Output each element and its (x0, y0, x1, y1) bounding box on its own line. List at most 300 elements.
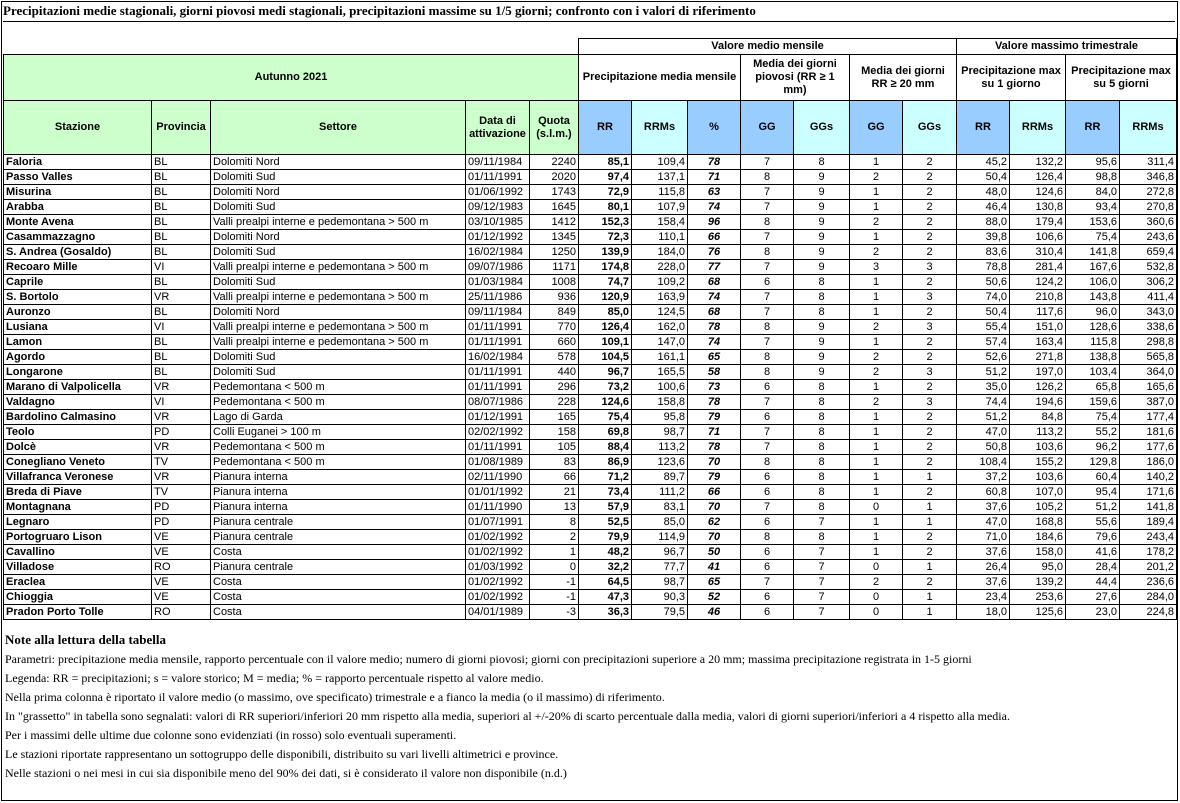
cell-settore: Valli prealpi interne e pedemontana > 500 m (211, 260, 466, 275)
cell-gg: 8 (741, 530, 794, 545)
cell-max1-rr: 35,0 (957, 380, 1010, 395)
cell-max1-rr: 50,4 (957, 305, 1010, 320)
cell-settore: Dolomiti Sud (211, 350, 466, 365)
cell-data: 01/02/1992 (466, 530, 530, 545)
cell-quota: 1645 (530, 200, 579, 215)
cell-gg: 7 (741, 335, 794, 350)
cell-max5-rr: 153,6 (1066, 215, 1120, 230)
cell-gg: 7 (741, 305, 794, 320)
cell-max5-rr: 159,6 (1066, 395, 1120, 410)
cell-gg20: 1 (850, 185, 903, 200)
cell-max1-rr: 78,8 (957, 260, 1010, 275)
cell-stazione: Teolo (4, 425, 152, 440)
cell-provincia: BL (152, 230, 211, 245)
cell-pct: 78 (688, 155, 741, 170)
cell-ggs20: 2 (903, 440, 957, 455)
cell-ggs: 9 (794, 185, 850, 200)
cell-provincia: VI (152, 395, 211, 410)
cell-settore: Pianura centrale (211, 515, 466, 530)
cell-max5-rrms: 171,6 (1120, 485, 1177, 500)
cell-max1-rrms: 163,4 (1010, 335, 1066, 350)
cell-stazione: Villafranca Veronese (4, 470, 152, 485)
cell-max1-rrms: 210,8 (1010, 290, 1066, 305)
table-row (4, 545, 1177, 560)
cell-ggs: 9 (794, 215, 850, 230)
cell-max5-rr: 55,2 (1066, 425, 1120, 440)
cell-settore: Valli prealpi interne e pedemontana > 500 m (211, 335, 466, 350)
cell-ggs: 8 (794, 440, 850, 455)
cell-max1-rrms: 117,6 (1010, 305, 1066, 320)
cell-gg: 8 (741, 320, 794, 335)
cell-stazione: Portogruaro Lison (4, 530, 152, 545)
cell-pct: 76 (688, 245, 741, 260)
cell-pct: 68 (688, 305, 741, 320)
cell-ggs20: 2 (903, 530, 957, 545)
cell-quota: 165 (530, 410, 579, 425)
cell-ggs: 7 (794, 575, 850, 590)
cell-gg20: 0 (850, 500, 903, 515)
table-row (4, 155, 1177, 170)
cell-gg: 6 (741, 470, 794, 485)
cell-gg: 6 (741, 545, 794, 560)
cell-max5-rrms: 236,6 (1120, 575, 1177, 590)
cell-max5-rr: 106,0 (1066, 275, 1120, 290)
notes-line: Nella prima colonna è riportato il valore medio (o massimo, ove specificato) trimestrale e a fianco la media (o il massimo) di riferimento. (5, 690, 665, 704)
page-title: Precipitazioni medie stagionali, giorni piovosi medi stagionali, precipitazioni massime su 1/5 giorni; confronto con i valori di riferimento (3, 1, 1175, 22)
cell-provincia: VR (152, 380, 211, 395)
cell-gg: 6 (741, 275, 794, 290)
cell-provincia: BL (152, 155, 211, 170)
cell-rrms: 158,4 (632, 215, 688, 230)
cell-rrms: 85,0 (632, 515, 688, 530)
cell-rrms: 184,0 (632, 245, 688, 260)
cell-max1-rr: 45,2 (957, 155, 1010, 170)
cell-gg: 7 (741, 185, 794, 200)
cell-max1-rr: 37,2 (957, 470, 1010, 485)
notes-line: Parametri: precipitazione media mensile, rapporto percentuale con il valore medio; numero di giorni piovosi; giorni con precipitazioni superiore a 20 mm; massima precipitazione registrata in 1-5 giorni (5, 652, 972, 666)
cell-gg20: 1 (850, 410, 903, 425)
col-pct: % (688, 101, 741, 155)
cell-data: 09/11/1984 (466, 305, 530, 320)
cell-max5-rr: 51,2 (1066, 500, 1120, 515)
col-data: Data di attivazione (466, 101, 530, 155)
cell-rr: 64,5 (579, 575, 632, 590)
cell-quota: 1008 (530, 275, 579, 290)
cell-gg20: 1 (850, 470, 903, 485)
cell-pct: 70 (688, 530, 741, 545)
table-row (4, 425, 1177, 440)
cell-ggs20: 3 (903, 365, 957, 380)
cell-max5-rr: 95,6 (1066, 155, 1120, 170)
header-giorni-piovosi: Media dei giorni piovosi (RR ≥ 1 mm) (741, 55, 850, 101)
cell-stazione: Auronzo (4, 305, 152, 320)
cell-ggs: 8 (794, 470, 850, 485)
cell-settore: Pianura interna (211, 485, 466, 500)
cell-rrms: 109,2 (632, 275, 688, 290)
header-period: Autunno 2021 (4, 55, 579, 101)
cell-ggs20: 1 (903, 470, 957, 485)
cell-max5-rrms: 177,6 (1120, 440, 1177, 455)
cell-max1-rrms: 151,0 (1010, 320, 1066, 335)
cell-max5-rrms: 338,6 (1120, 320, 1177, 335)
cell-max5-rr: 115,8 (1066, 335, 1120, 350)
cell-rr: 126,4 (579, 320, 632, 335)
cell-max5-rrms: 364,0 (1120, 365, 1177, 380)
cell-data: 08/07/1986 (466, 395, 530, 410)
table-body (4, 155, 1177, 620)
cell-rrms: 124,5 (632, 305, 688, 320)
table-row (4, 245, 1177, 260)
cell-data: 01/11/1990 (466, 500, 530, 515)
col-ggs: GGs (794, 101, 850, 155)
cell-provincia: PD (152, 425, 211, 440)
cell-settore: Pianura centrale (211, 530, 466, 545)
cell-rrms: 163,9 (632, 290, 688, 305)
table-row (4, 470, 1177, 485)
cell-gg20: 0 (850, 560, 903, 575)
cell-pct: 50 (688, 545, 741, 560)
cell-max1-rr: 47,0 (957, 515, 1010, 530)
cell-max1-rr: 46,4 (957, 200, 1010, 215)
cell-rrms: 100,6 (632, 380, 688, 395)
cell-pct: 46 (688, 605, 741, 620)
cell-max1-rrms: 158,0 (1010, 545, 1066, 560)
table-row (4, 260, 1177, 275)
col-rr: RR (579, 101, 632, 155)
cell-settore: Pianura centrale (211, 560, 466, 575)
cell-pct: 74 (688, 290, 741, 305)
cell-max1-rrms: 95,0 (1010, 560, 1066, 575)
cell-provincia: BL (152, 350, 211, 365)
cell-pct: 68 (688, 275, 741, 290)
cell-pct: 73 (688, 380, 741, 395)
cell-gg: 7 (741, 425, 794, 440)
cell-provincia: VI (152, 260, 211, 275)
notes-section (5, 630, 1173, 783)
cell-max5-rr: 167,6 (1066, 260, 1120, 275)
cell-gg: 8 (741, 365, 794, 380)
cell-provincia: BL (152, 215, 211, 230)
cell-stazione: Passo Valles (4, 170, 152, 185)
cell-max5-rrms: 346,8 (1120, 170, 1177, 185)
cell-ggs20: 1 (903, 560, 957, 575)
cell-max5-rr: 93,4 (1066, 200, 1120, 215)
cell-max5-rr: 65,8 (1066, 380, 1120, 395)
cell-provincia: VI (152, 320, 211, 335)
cell-provincia: VE (152, 575, 211, 590)
cell-settore: Lago di Garda (211, 410, 466, 425)
cell-ggs: 8 (794, 290, 850, 305)
header-prec-media: Precipitazione media mensile (579, 55, 741, 101)
cell-max1-rrms: 130,8 (1010, 200, 1066, 215)
cell-gg20: 2 (850, 245, 903, 260)
cell-provincia: BL (152, 305, 211, 320)
cell-quota: 2020 (530, 170, 579, 185)
cell-ggs20: 2 (903, 350, 957, 365)
cell-data: 04/01/1989 (466, 605, 530, 620)
cell-quota: -1 (530, 590, 579, 605)
col-rrms-max1: RRMs (1010, 101, 1066, 155)
table-row (4, 605, 1177, 620)
cell-rr: 79,9 (579, 530, 632, 545)
table-row (4, 380, 1177, 395)
cell-max1-rrms: 105,2 (1010, 500, 1066, 515)
table-row (4, 320, 1177, 335)
cell-max5-rrms: 165,6 (1120, 380, 1177, 395)
cell-data: 01/03/1984 (466, 275, 530, 290)
cell-gg: 6 (741, 410, 794, 425)
cell-max1-rrms: 271,8 (1010, 350, 1066, 365)
cell-rr: 104,5 (579, 350, 632, 365)
cell-gg: 8 (741, 170, 794, 185)
cell-provincia: VE (152, 530, 211, 545)
cell-pct: 74 (688, 200, 741, 215)
col-quota: Quota (s.l.m.) (530, 101, 579, 155)
table-row (4, 590, 1177, 605)
cell-rr: 85,1 (579, 155, 632, 170)
cell-rrms: 95,8 (632, 410, 688, 425)
cell-quota: 1 (530, 545, 579, 560)
cell-stazione: Arabba (4, 200, 152, 215)
cell-gg: 8 (741, 245, 794, 260)
cell-max1-rrms: 168,8 (1010, 515, 1066, 530)
cell-settore: Dolomiti Sud (211, 200, 466, 215)
cell-max1-rrms: 107,0 (1010, 485, 1066, 500)
cell-ggs: 8 (794, 395, 850, 410)
cell-max1-rr: 108,4 (957, 455, 1010, 470)
cell-settore: Dolomiti Sud (211, 245, 466, 260)
cell-provincia: BL (152, 365, 211, 380)
cell-settore: Dolomiti Nord (211, 305, 466, 320)
col-rr-max5: RR (1066, 101, 1120, 155)
cell-max1-rrms: 281,4 (1010, 260, 1066, 275)
cell-max5-rr: 141,8 (1066, 245, 1120, 260)
cell-provincia: TV (152, 485, 211, 500)
cell-gg: 6 (741, 605, 794, 620)
cell-gg20: 0 (850, 605, 903, 620)
col-gg20: GG (850, 101, 903, 155)
cell-ggs: 7 (794, 605, 850, 620)
cell-max1-rr: 18,0 (957, 605, 1010, 620)
cell-max1-rr: 37,6 (957, 545, 1010, 560)
cell-stazione: Caprile (4, 275, 152, 290)
cell-data: 25/11/1986 (466, 290, 530, 305)
cell-max1-rrms: 310,4 (1010, 245, 1066, 260)
cell-quota: 1250 (530, 245, 579, 260)
cell-rrms: 98,7 (632, 425, 688, 440)
cell-ggs20: 2 (903, 245, 957, 260)
cell-gg20: 3 (850, 260, 903, 275)
cell-rrms: 90,3 (632, 590, 688, 605)
cell-rr: 109,1 (579, 335, 632, 350)
cell-ggs20: 3 (903, 320, 957, 335)
cell-data: 09/07/1986 (466, 260, 530, 275)
cell-ggs: 8 (794, 410, 850, 425)
cell-max5-rrms: 186,0 (1120, 455, 1177, 470)
cell-stazione: Cavallino (4, 545, 152, 560)
cell-settore: Colli Euganei > 100 m (211, 425, 466, 440)
cell-max1-rrms: 184,6 (1010, 530, 1066, 545)
cell-ggs: 8 (794, 485, 850, 500)
cell-max5-rrms: 284,0 (1120, 590, 1177, 605)
cell-max5-rrms: 243,4 (1120, 530, 1177, 545)
cell-gg20: 1 (850, 455, 903, 470)
cell-settore: Pianura interna (211, 500, 466, 515)
cell-ggs: 8 (794, 275, 850, 290)
cell-ggs20: 2 (903, 380, 957, 395)
cell-ggs: 8 (794, 155, 850, 170)
cell-max1-rr: 88,0 (957, 215, 1010, 230)
cell-stazione: Pradon Porto Tolle (4, 605, 152, 620)
cell-max1-rr: 51,2 (957, 410, 1010, 425)
table-row (4, 575, 1177, 590)
cell-ggs20: 3 (903, 290, 957, 305)
cell-pct: 66 (688, 230, 741, 245)
cell-settore: Pedemontana < 500 m (211, 455, 466, 470)
table-row (4, 350, 1177, 365)
cell-stazione: Lusiana (4, 320, 152, 335)
cell-max1-rr: 83,6 (957, 245, 1010, 260)
cell-rrms: 89,7 (632, 470, 688, 485)
header-max-1: Precipitazione max su 1 giorno (957, 55, 1066, 101)
cell-stazione: Chioggia (4, 590, 152, 605)
cell-provincia: BL (152, 170, 211, 185)
cell-ggs: 8 (794, 455, 850, 470)
table-row (4, 485, 1177, 500)
cell-max5-rrms: 343,0 (1120, 305, 1177, 320)
cell-quota: 21 (530, 485, 579, 500)
cell-rrms: 83,1 (632, 500, 688, 515)
cell-ggs20: 2 (903, 425, 957, 440)
cell-max1-rrms: 84,8 (1010, 410, 1066, 425)
cell-provincia: BL (152, 335, 211, 350)
cell-gg20: 2 (850, 365, 903, 380)
cell-rrms: 77,7 (632, 560, 688, 575)
cell-data: 09/11/1984 (466, 155, 530, 170)
cell-max5-rrms: 243,6 (1120, 230, 1177, 245)
cell-stazione: Montagnana (4, 500, 152, 515)
cell-quota: 1743 (530, 185, 579, 200)
cell-ggs: 9 (794, 335, 850, 350)
cell-max5-rr: 55,6 (1066, 515, 1120, 530)
cell-pct: 52 (688, 590, 741, 605)
cell-ggs: 7 (794, 545, 850, 560)
cell-max5-rrms: 387,0 (1120, 395, 1177, 410)
cell-provincia: BL (152, 185, 211, 200)
cell-gg: 7 (741, 260, 794, 275)
cell-provincia: BL (152, 275, 211, 290)
cell-max5-rr: 23,0 (1066, 605, 1120, 620)
cell-ggs: 9 (794, 245, 850, 260)
cell-rrms: 147,0 (632, 335, 688, 350)
cell-gg: 7 (741, 155, 794, 170)
cell-settore: Dolomiti Nord (211, 185, 466, 200)
cell-max1-rr: 47,0 (957, 425, 1010, 440)
cell-rrms: 98,7 (632, 575, 688, 590)
cell-stazione: Faloria (4, 155, 152, 170)
cell-max5-rrms: 659,4 (1120, 245, 1177, 260)
cell-gg20: 1 (850, 155, 903, 170)
cell-gg20: 0 (850, 590, 903, 605)
cell-max5-rrms: 140,2 (1120, 470, 1177, 485)
cell-quota: 105 (530, 440, 579, 455)
cell-max5-rr: 44,4 (1066, 575, 1120, 590)
cell-rr: 71,2 (579, 470, 632, 485)
cell-max5-rr: 60,4 (1066, 470, 1120, 485)
cell-data: 01/02/1992 (466, 590, 530, 605)
cell-ggs: 8 (794, 500, 850, 515)
cell-max1-rr: 23,4 (957, 590, 1010, 605)
notes-line: Per i massimi delle ultime due colonne sono evidenziati (in rosso) solo eventuali superamenti. (5, 728, 457, 742)
cell-max1-rr: 37,6 (957, 500, 1010, 515)
cell-max1-rrms: 179,4 (1010, 215, 1066, 230)
cell-gg20: 2 (850, 395, 903, 410)
cell-max5-rrms: 306,2 (1120, 275, 1177, 290)
cell-rr: 72,3 (579, 230, 632, 245)
cell-data: 01/11/1991 (466, 320, 530, 335)
cell-gg: 6 (741, 515, 794, 530)
cell-max5-rr: 138,8 (1066, 350, 1120, 365)
cell-pct: 71 (688, 170, 741, 185)
col-provincia: Provincia (152, 101, 211, 155)
cell-max1-rrms: 197,0 (1010, 365, 1066, 380)
table-row (4, 215, 1177, 230)
cell-gg20: 2 (850, 170, 903, 185)
cell-data: 01/07/1991 (466, 515, 530, 530)
cell-rrms: 115,8 (632, 185, 688, 200)
col-rrms: RRMs (632, 101, 688, 155)
table-row (4, 185, 1177, 200)
cell-rr: 85,0 (579, 305, 632, 320)
cell-rrms: 165,5 (632, 365, 688, 380)
cell-ggs20: 2 (903, 230, 957, 245)
cell-pct: 70 (688, 500, 741, 515)
cell-max1-rrms: 139,2 (1010, 575, 1066, 590)
cell-rrms: 123,6 (632, 455, 688, 470)
cell-quota: 770 (530, 320, 579, 335)
cell-gg20: 1 (850, 380, 903, 395)
cell-max5-rrms: 224,8 (1120, 605, 1177, 620)
cell-data: 16/02/1984 (466, 245, 530, 260)
cell-gg20: 2 (850, 320, 903, 335)
col-settore: Settore (211, 101, 466, 155)
cell-rr: 75,4 (579, 410, 632, 425)
cell-max5-rrms: 298,8 (1120, 335, 1177, 350)
cell-settore: Valli prealpi interne e pedemontana > 500 m (211, 290, 466, 305)
cell-stazione: Agordo (4, 350, 152, 365)
cell-stazione: S. Bortolo (4, 290, 152, 305)
cell-max1-rr: 57,4 (957, 335, 1010, 350)
cell-provincia: VR (152, 410, 211, 425)
cell-ggs: 9 (794, 320, 850, 335)
cell-quota: 849 (530, 305, 579, 320)
cell-gg: 7 (741, 575, 794, 590)
precipitation-table (3, 38, 1177, 620)
cell-rr: 69,8 (579, 425, 632, 440)
cell-max5-rrms: 565,8 (1120, 350, 1177, 365)
cell-quota: 13 (530, 500, 579, 515)
cell-ggs: 9 (794, 200, 850, 215)
cell-max1-rrms: 103,6 (1010, 470, 1066, 485)
cell-data: 01/11/1991 (466, 365, 530, 380)
cell-gg: 7 (741, 440, 794, 455)
cell-data: 02/02/1992 (466, 425, 530, 440)
cell-ggs20: 1 (903, 590, 957, 605)
cell-quota: -3 (530, 605, 579, 620)
table-row (4, 395, 1177, 410)
cell-rrms: 228,0 (632, 260, 688, 275)
cell-rrms: 79,5 (632, 605, 688, 620)
